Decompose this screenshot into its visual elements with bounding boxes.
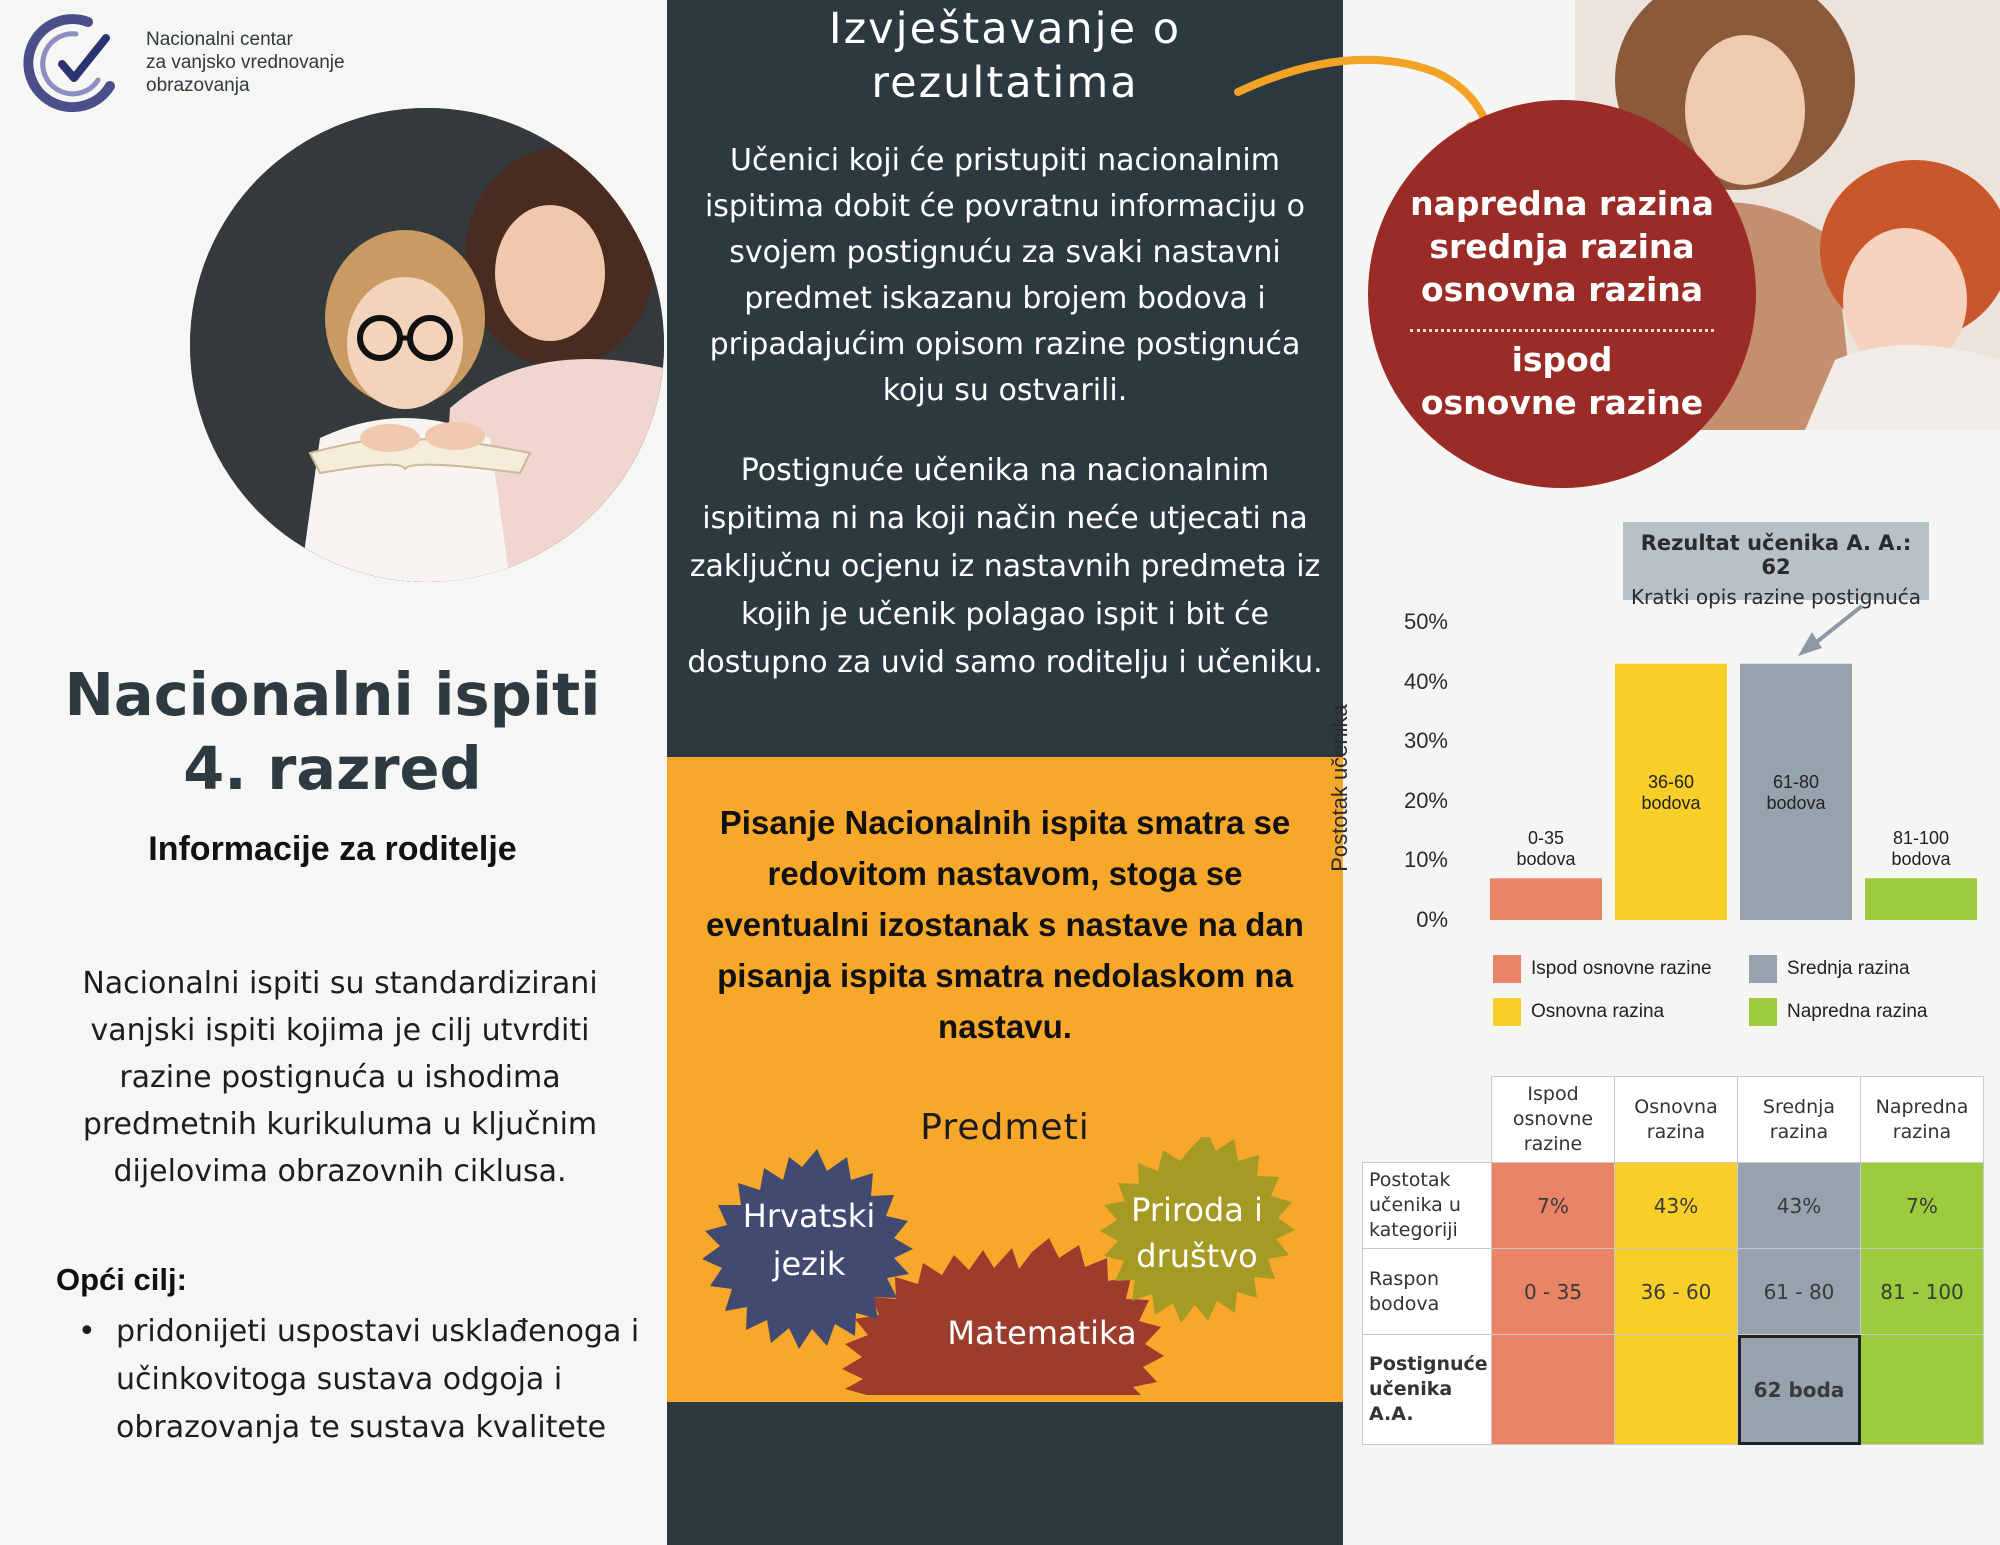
table-cell: [1615, 1335, 1738, 1445]
bar-label-line: 0-35: [1527, 828, 1565, 849]
table-cell: 43%: [1615, 1163, 1738, 1249]
goal-label: Opći cilj:: [56, 1262, 187, 1297]
subjects-title: Predmeti: [920, 1107, 1090, 1148]
legend-swatch: [1493, 998, 1521, 1026]
legend-swatch: [1493, 955, 1521, 983]
legend-item: [1749, 998, 1927, 1026]
chart-legend: [1493, 955, 1973, 1035]
bar-label-line: 61-80: [1772, 771, 1820, 792]
legend-text: Srednja razina: [1787, 958, 1910, 980]
logo-text-line: Nacionalni centar: [146, 29, 293, 50]
table-cell: 36 - 60: [1615, 1249, 1738, 1335]
table-row: [1363, 1163, 1984, 1249]
table-header: Napredna razina: [1861, 1077, 1984, 1163]
y-tick-label: 50%: [1403, 609, 1448, 634]
table-row: [1363, 1249, 1984, 1335]
legend-text: Napredna razina: [1787, 1001, 1928, 1023]
bar-label-line: 36-60: [1647, 771, 1695, 792]
legend-text: Ispod osnovne razine: [1531, 958, 1712, 980]
bar-label-line: bodova: [1516, 849, 1576, 870]
bullet-icon: •: [78, 1314, 96, 1349]
reporting-paragraph: Učenici koji će pristupiti nacionalnim ispitima dobit će povratnu informaciju o svojem postignuću za svaki nastavni predmet iskazanu brojem bodova i pripadajućim opisom razine postignuća koju su ostvarili.: [704, 143, 1306, 408]
y-tick-label: 30%: [1403, 728, 1448, 754]
section-title: Izvještavanje o rezultatima: [828, 4, 1182, 108]
table-cell: [1492, 1335, 1615, 1445]
bar-label-line: 81-100: [1892, 828, 1950, 849]
table-cell: 43%: [1738, 1163, 1861, 1249]
bar-label: [1740, 772, 1852, 814]
bar-label: [1615, 772, 1727, 814]
subject-priroda-text: Priroda i društvo: [1131, 1191, 1263, 1275]
student-score-cell: 62 boda: [1738, 1335, 1861, 1445]
level-napredna: napredna razina: [1410, 184, 1714, 223]
bar-label-line: bodova: [1891, 849, 1951, 870]
table-cell: 7%: [1492, 1163, 1615, 1249]
level-osnovna: osnovna razina: [1420, 270, 1704, 309]
legend-item: [1493, 955, 1712, 983]
table-cell: [1861, 1335, 1984, 1445]
bar-4: [1865, 878, 1977, 920]
table-cell: 81 - 100: [1861, 1249, 1984, 1335]
intro-paragraph: Nacionalni ispiti su standardizirani vanjski ispiti kojima je cilj utvrditi razine postignuća u ishodima predmetnih kurikuluma u ključnim dijelovima obrazovnih ciklusa.: [82, 966, 598, 1189]
table-header: Ispod osnovne razine: [1492, 1077, 1615, 1163]
table-cell: 7%: [1861, 1163, 1984, 1249]
level-ispod-2: osnovne razine: [1420, 383, 1704, 422]
legend-swatch: [1749, 955, 1777, 983]
y-tick-label: 20%: [1403, 787, 1448, 813]
bar-label-line: bodova: [1641, 792, 1701, 813]
bar-label: [1865, 828, 1977, 870]
grading-paragraph: Postignuće učenika na nacionalnim ispitima ni na koji način neće utjecati na zaključnu ocjenu iz nastavnih predmeta iz kojih je učenik polagao ispit i bit će dostupno za uvid samo roditelju i učeniku.: [687, 453, 1323, 680]
subject-matematika-text: Matematika: [947, 1314, 1137, 1352]
logo-text-line: za vanjsko vrednovanje: [146, 52, 345, 73]
title-line: 4. razred: [183, 734, 482, 803]
title-line: Nacionalni ispiti: [64, 660, 601, 729]
attendance-notice: Pisanje Nacionalnih ispita smatra se redovitom nastavom, stoga se eventualni izostanak s nastave na dan pisanja ispita smatra nedolaskom na nastavu.: [706, 804, 1304, 1045]
bar-label-line: bodova: [1766, 792, 1826, 813]
student-result-subtitle: Kratki opis razine postignuća: [1630, 585, 1922, 609]
row-label: Postotak učenika u kategoriji: [1363, 1163, 1492, 1249]
table-header: Osnovna razina: [1615, 1077, 1738, 1163]
level-ispod: ispod: [1511, 340, 1613, 379]
page-subtitle: Informacije za roditelje: [148, 830, 517, 868]
table-cell: 0 - 35: [1492, 1249, 1615, 1335]
student-result-title: Rezultat učenika A. A.: 62: [1640, 531, 1912, 579]
y-tick-label: 0%: [1416, 907, 1448, 932]
table-corner: [1363, 1077, 1492, 1163]
legend-item: [1493, 998, 1664, 1026]
legend-swatch: [1749, 998, 1777, 1026]
row-label: Raspon bodova: [1363, 1249, 1492, 1335]
table-header-row: [1363, 1077, 1984, 1163]
table-cell: 61 - 80: [1738, 1249, 1861, 1335]
level-srednja: srednja razina: [1429, 227, 1695, 266]
y-tick-label: 10%: [1403, 847, 1448, 873]
results-table: [1362, 1076, 1984, 1445]
bar-1: [1490, 878, 1602, 920]
row-label: Postignuće učenika A.A.: [1363, 1335, 1492, 1445]
y-tick-label: 40%: [1403, 668, 1448, 694]
legend-text: Osnovna razina: [1531, 1001, 1665, 1023]
table-header: Srednja razina: [1738, 1077, 1861, 1163]
subject-hrvatski-text: Hrvatski jezik: [742, 1197, 876, 1283]
legend-item: [1749, 955, 1910, 983]
ylabel-text: Postotak učenika: [1327, 704, 1352, 872]
logo-text-line: obrazovanja: [146, 75, 250, 96]
goal-item: pridonijeti uspostavi usklađenoga i učinkovitoga sustava odgoja i obrazovanja te sustava kvalitete: [116, 1314, 640, 1445]
table-row: [1363, 1335, 1984, 1445]
bar-label: [1490, 828, 1602, 870]
